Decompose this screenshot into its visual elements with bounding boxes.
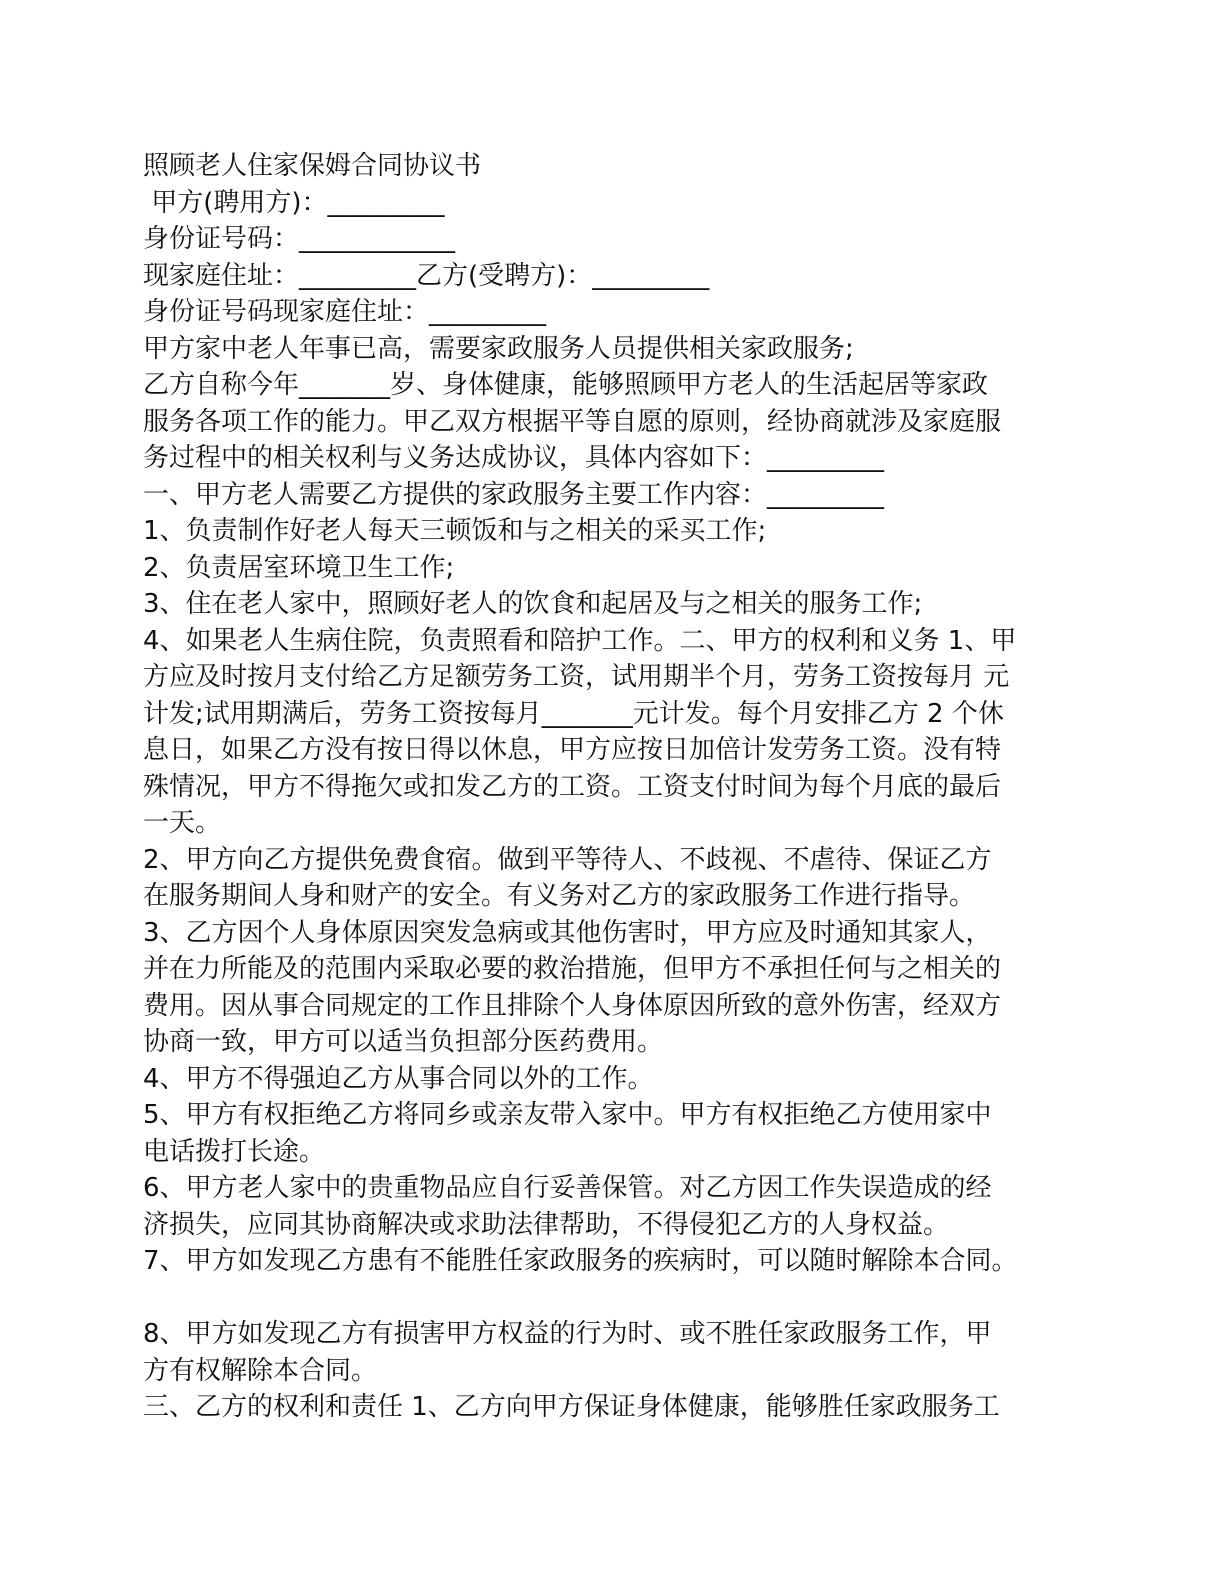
blank-line: [143, 1280, 1073, 1317]
text-line: 协商一致，甲方可以适当负担部分医药费用。: [143, 1027, 664, 1057]
text-line: 费用。因从事合同规定的工作且排除个人身体原因所致的意外伤害，经双方: [143, 990, 1002, 1021]
text-line: 6、甲方老人家中的贵重物品应自行妥善保管。对乙方因工作失误造成的经: [143, 1173, 992, 1203]
section-heading: 一、甲方老人需要乙方提供的家政服务主要工作内容：_________: [143, 479, 885, 510]
text-line: 1、负责制作好老人每天三顿饭和与之相关的采买工作;: [143, 516, 767, 546]
text-line: 5、甲方有权拒绝乙方将同乡或亲友带入家中。甲方有权拒绝乙方使用家中: [143, 1100, 992, 1130]
text-line: 息日，如果乙方没有按日得以休息，甲方应按日加倍计发劳务工资。没有特: [143, 735, 1002, 765]
section-heading: 三、乙方的权利和责任 1、乙方向甲方保证身体健康，能够胜任家政服务工: [143, 1392, 1000, 1422]
text-line: 计发;试用期满后，劳务工资按每月_______元计发。每个月安排乙方 2 个休: [143, 698, 1004, 729]
text-line: 一天。: [143, 808, 222, 838]
text-line: 2、负责居室环境卫生工作;: [143, 552, 455, 583]
text-line: 方应及时按月支付给乙方足额劳务工资，试用期半个月，劳务工资按每月 元: [143, 662, 1010, 692]
text-line: 8、甲方如发现乙方有损害甲方权益的行为时、或不胜任家政服务工作，甲: [143, 1319, 992, 1349]
text-line: 7、甲方如发现乙方患有不能胜任家政服务的疾病时，可以随时解除本合同。: [143, 1246, 1018, 1276]
text-line: 3、住在老人家中，照顾好老人的饮食和起居及与之相关的服务工作;: [143, 589, 923, 619]
text-line: 服务各项工作的能力。甲乙双方根据平等自愿的原则，经协商就涉及家庭服: [143, 406, 1002, 437]
text-line: 电话拨打长途。: [143, 1136, 326, 1167]
text-line: 方有权解除本合同。: [143, 1355, 378, 1386]
text-line: 务过程中的相关权利与义务达成协议，具体内容如下：_________: [143, 443, 885, 473]
id-address-field: 身份证号码现家庭住址：_________: [143, 297, 547, 327]
text-line: 殊情况，甲方不得拖欠或扣发乙方的工资。工资支付时间为每个月底的最后: [143, 771, 1002, 802]
text-line: 济损失，应同其协商解决或求助法律帮助，不得侵犯乙方的人身权益。: [143, 1209, 950, 1240]
address-party-b-field: 现家庭住址：_________乙方(受聘方)：_________: [143, 260, 710, 291]
document-title: 照顾老人住家保姆合同协议书: [143, 151, 482, 181]
party-a-field: 甲方(聘用方)：_________: [143, 187, 445, 218]
text-line: 乙方自称今年_______岁、身体健康，能够照顾甲方老人的生活起居等家政: [143, 370, 989, 400]
text-line: 甲方家中老人年事已高，需要家政服务人员提供相关家政服务;: [143, 333, 854, 364]
text-line: 在服务期间人身和财产的安全。有义务对乙方的家政服务工作进行指导。: [143, 881, 976, 911]
contract-document: [143, 148, 1073, 1426]
text-line: 3、乙方因个人身体原因突发急病或其他伤害时，甲方应及时通知其家人，: [143, 917, 992, 948]
text-line: 4、如果老人生病住院，负责照看和陪护工作。二、甲方的权利和义务 1、甲: [143, 625, 1017, 656]
text-line: 4、甲方不得强迫乙方从事合同以外的工作。: [143, 1063, 654, 1094]
text-line: 2、甲方向乙方提供免费食宿。做到平等待人、不歧视、不虐待、保证乙方: [143, 844, 992, 875]
text-line: 并在力所能及的范围内采取必要的救治措施，但甲方不承担任何与之相关的: [143, 954, 1002, 984]
id-number-field: 身份证号码：____________: [143, 224, 456, 254]
